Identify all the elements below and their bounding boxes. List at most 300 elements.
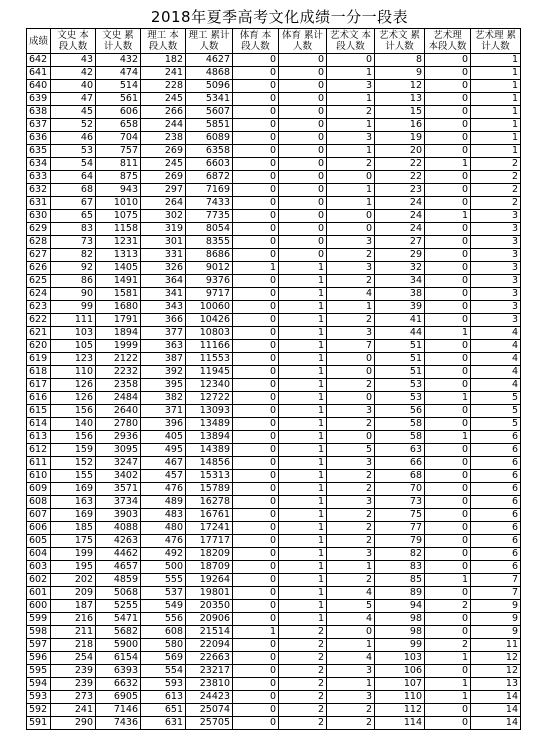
cell-ty_seg: 0 [233, 392, 279, 405]
cell-ysw_seg: 4 [327, 288, 375, 301]
cell-score: 602 [27, 574, 51, 587]
cell-ty_seg: 0 [233, 587, 279, 600]
cell-lg_seg: 556 [141, 613, 186, 626]
cell-lg_seg: 238 [141, 132, 186, 145]
cell-ysw_cum: 38 [375, 288, 425, 301]
cell-lg_cum: 6603 [186, 158, 233, 171]
table-row [27, 275, 521, 288]
cell-lg_seg: 492 [141, 548, 186, 561]
cell-ysl_seg: 0 [425, 561, 471, 574]
cell-ws_cum: 1405 [96, 262, 141, 275]
cell-lg_cum: 10060 [186, 301, 233, 314]
cell-ysw_seg: 0 [327, 431, 375, 444]
cell-ysl_seg: 0 [425, 223, 471, 236]
table-row [27, 301, 521, 314]
cell-lg_cum: 5096 [186, 80, 233, 93]
cell-ysw_seg: 4 [327, 587, 375, 600]
cell-ysw_cum: 77 [375, 522, 425, 535]
cell-ysw_cum: 16 [375, 119, 425, 132]
cell-ysl_seg: 0 [425, 171, 471, 184]
cell-ysl_cum: 2 [471, 171, 521, 184]
cell-ysw_seg: 2 [327, 379, 375, 392]
cell-ty_seg: 0 [233, 379, 279, 392]
cell-ysl_cum: 11 [471, 639, 521, 652]
cell-lg_seg: 244 [141, 119, 186, 132]
cell-lg_cum: 14856 [186, 457, 233, 470]
cell-ws_cum: 811 [96, 158, 141, 171]
cell-lg_seg: 537 [141, 587, 186, 600]
cell-lg_seg: 476 [141, 535, 186, 548]
cell-ysl_seg: 0 [425, 340, 471, 353]
cell-ws_seg: 46 [51, 132, 96, 145]
cell-ty_cum: 1 [279, 275, 327, 288]
cell-score: 629 [27, 223, 51, 236]
cell-lg_cum: 22663 [186, 652, 233, 665]
cell-ty_seg: 0 [233, 327, 279, 340]
cell-ysw_cum: 68 [375, 470, 425, 483]
cell-ty_seg: 0 [233, 535, 279, 548]
cell-ysl_seg: 0 [425, 587, 471, 600]
table-row [27, 678, 521, 691]
cell-ysl_seg: 2 [425, 600, 471, 613]
cell-ty_seg: 0 [233, 405, 279, 418]
cell-ws_seg: 211 [51, 626, 96, 639]
cell-ty_cum: 1 [279, 327, 327, 340]
cell-ty_seg: 0 [233, 80, 279, 93]
cell-ty_seg: 0 [233, 275, 279, 288]
cell-ysw_cum: 107 [375, 678, 425, 691]
cell-ysw_seg: 1 [327, 197, 375, 210]
cell-score: 610 [27, 470, 51, 483]
cell-ws_seg: 140 [51, 418, 96, 431]
cell-lg_cum: 9012 [186, 262, 233, 275]
cell-ysl_seg: 1 [425, 678, 471, 691]
cell-ws_cum: 704 [96, 132, 141, 145]
cell-ty_seg: 0 [233, 236, 279, 249]
cell-ty_cum: 1 [279, 262, 327, 275]
cell-ysw_seg: 2 [327, 717, 375, 730]
cell-lg_cum: 7433 [186, 197, 233, 210]
cell-ysw_seg: 2 [327, 574, 375, 587]
table-row [27, 613, 521, 626]
cell-ty_cum: 1 [279, 288, 327, 301]
cell-ysw_seg: 0 [327, 392, 375, 405]
cell-score: 639 [27, 93, 51, 106]
cell-score: 613 [27, 431, 51, 444]
cell-ws_seg: 110 [51, 366, 96, 379]
cell-ws_seg: 156 [51, 431, 96, 444]
cell-score: 632 [27, 184, 51, 197]
cell-ysl_cum: 9 [471, 626, 521, 639]
cell-ty_cum: 2 [279, 678, 327, 691]
table-row [27, 236, 521, 249]
cell-score: 614 [27, 418, 51, 431]
cell-ty_cum: 1 [279, 366, 327, 379]
cell-ysl_seg: 0 [425, 145, 471, 158]
cell-ws_seg: 155 [51, 470, 96, 483]
cell-ws_cum: 3571 [96, 483, 141, 496]
table-row [27, 665, 521, 678]
cell-score: 597 [27, 639, 51, 652]
cell-ty_seg: 0 [233, 93, 279, 106]
cell-score: 611 [27, 457, 51, 470]
cell-ty_seg: 1 [233, 262, 279, 275]
cell-score: 601 [27, 587, 51, 600]
cell-ws_cum: 2640 [96, 405, 141, 418]
table-row [27, 106, 521, 119]
cell-score: 623 [27, 301, 51, 314]
cell-ysw_seg: 0 [327, 210, 375, 223]
cell-score: 641 [27, 67, 51, 80]
cell-ws_cum: 5471 [96, 613, 141, 626]
cell-lg_seg: 483 [141, 509, 186, 522]
cell-lg_seg: 364 [141, 275, 186, 288]
cell-ysw_seg: 2 [327, 275, 375, 288]
cell-ysl_cum: 6 [471, 496, 521, 509]
cell-ysl_seg: 0 [425, 236, 471, 249]
cell-ty_cum: 1 [279, 522, 327, 535]
cell-ysl_seg: 1 [425, 574, 471, 587]
cell-lg_cum: 8686 [186, 249, 233, 262]
table-row [27, 340, 521, 353]
cell-ysw_cum: 53 [375, 392, 425, 405]
cell-ws_cum: 2358 [96, 379, 141, 392]
cell-lg_cum: 12340 [186, 379, 233, 392]
cell-score: 600 [27, 600, 51, 613]
cell-lg_cum: 7735 [186, 210, 233, 223]
cell-ty_cum: 0 [279, 119, 327, 132]
cell-lg_seg: 467 [141, 457, 186, 470]
cell-ysw_cum: 106 [375, 665, 425, 678]
cell-ty_seg: 0 [233, 600, 279, 613]
cell-lg_cum: 5851 [186, 119, 233, 132]
cell-ws_seg: 187 [51, 600, 96, 613]
cell-ws_cum: 5900 [96, 639, 141, 652]
cell-ws_cum: 606 [96, 106, 141, 119]
cell-ty_cum: 1 [279, 574, 327, 587]
cell-ysw_cum: 20 [375, 145, 425, 158]
cell-ws_seg: 73 [51, 236, 96, 249]
cell-ty_cum: 1 [279, 535, 327, 548]
table-row [27, 639, 521, 652]
cell-ysl_seg: 0 [425, 314, 471, 327]
cell-lg_seg: 319 [141, 223, 186, 236]
cell-ws_cum: 3734 [96, 496, 141, 509]
cell-lg_seg: 457 [141, 470, 186, 483]
cell-ysl_cum: 3 [471, 210, 521, 223]
cell-ws_cum: 3903 [96, 509, 141, 522]
cell-lg_seg: 549 [141, 600, 186, 613]
cell-ws_cum: 3095 [96, 444, 141, 457]
cell-ysw_cum: 110 [375, 691, 425, 704]
cell-ysw_cum: 66 [375, 457, 425, 470]
cell-lg_seg: 500 [141, 561, 186, 574]
cell-lg_cum: 21514 [186, 626, 233, 639]
table-row [27, 444, 521, 457]
cell-ws_cum: 1231 [96, 236, 141, 249]
table-row [27, 392, 521, 405]
cell-ty_cum: 1 [279, 301, 327, 314]
cell-ty_cum: 1 [279, 340, 327, 353]
cell-lg_seg: 580 [141, 639, 186, 652]
cell-ws_seg: 126 [51, 379, 96, 392]
cell-ysw_seg: 1 [327, 301, 375, 314]
cell-ty_cum: 0 [279, 106, 327, 119]
cell-ws_seg: 65 [51, 210, 96, 223]
cell-ysw_seg: 3 [327, 327, 375, 340]
cell-ty_seg: 0 [233, 704, 279, 717]
document-title: 2018年夏季高考文化成绩一分一段表 [150, 8, 409, 26]
cell-ysl_cum: 7 [471, 574, 521, 587]
cell-lg_seg: 392 [141, 366, 186, 379]
cell-ysw_seg: 2 [327, 704, 375, 717]
cell-ysl_cum: 3 [471, 236, 521, 249]
cell-ysl_seg: 0 [425, 522, 471, 535]
column-header-lg_cum: 理工 累计人数 [186, 29, 233, 54]
cell-ysw_seg: 3 [327, 236, 375, 249]
table-row [27, 158, 521, 171]
cell-ws_seg: 86 [51, 275, 96, 288]
cell-ws_cum: 6632 [96, 678, 141, 691]
cell-lg_cum: 5341 [186, 93, 233, 106]
cell-ws_cum: 6905 [96, 691, 141, 704]
cell-ty_cum: 0 [279, 210, 327, 223]
cell-ysl_cum: 9 [471, 613, 521, 626]
cell-ysl_cum: 14 [471, 704, 521, 717]
cell-ws_cum: 561 [96, 93, 141, 106]
cell-ysw_seg: 5 [327, 444, 375, 457]
cell-ysw_seg: 1 [327, 119, 375, 132]
cell-ysw_cum: 24 [375, 197, 425, 210]
table-row [27, 522, 521, 535]
cell-ysl_seg: 0 [425, 379, 471, 392]
cell-ty_seg: 0 [233, 457, 279, 470]
table-row [27, 171, 521, 184]
cell-ysw_cum: 82 [375, 548, 425, 561]
cell-ysl_cum: 3 [471, 223, 521, 236]
cell-score: 599 [27, 613, 51, 626]
cell-lg_cum: 25074 [186, 704, 233, 717]
cell-lg_seg: 269 [141, 171, 186, 184]
table-row [27, 535, 521, 548]
cell-lg_seg: 245 [141, 93, 186, 106]
cell-ysl_cum: 1 [471, 132, 521, 145]
table-row [27, 717, 521, 730]
cell-ty_cum: 1 [279, 457, 327, 470]
cell-ty_seg: 0 [233, 717, 279, 730]
cell-ysw_cum: 70 [375, 483, 425, 496]
cell-ysl_cum: 5 [471, 418, 521, 431]
table-header-row [27, 29, 521, 54]
cell-ysw_cum: 112 [375, 704, 425, 717]
cell-ysw_cum: 99 [375, 639, 425, 652]
cell-score: 612 [27, 444, 51, 457]
cell-ws_seg: 82 [51, 249, 96, 262]
cell-ws_seg: 52 [51, 119, 96, 132]
cell-ysl_cum: 14 [471, 717, 521, 730]
cell-ty_seg: 0 [233, 639, 279, 652]
cell-ysl_cum: 4 [471, 327, 521, 340]
cell-ty_cum: 1 [279, 496, 327, 509]
cell-lg_cum: 19264 [186, 574, 233, 587]
cell-ws_cum: 1680 [96, 301, 141, 314]
cell-ysw_cum: 44 [375, 327, 425, 340]
cell-ysw_seg: 7 [327, 340, 375, 353]
column-header-ysw_cum: 艺术文 累计人数 [375, 29, 425, 54]
cell-lg_cum: 24423 [186, 691, 233, 704]
cell-lg_cum: 17241 [186, 522, 233, 535]
cell-ty_cum: 0 [279, 158, 327, 171]
cell-ysw_cum: 23 [375, 184, 425, 197]
cell-ysw_cum: 12 [375, 80, 425, 93]
cell-ysl_cum: 3 [471, 262, 521, 275]
cell-ty_seg: 0 [233, 353, 279, 366]
cell-lg_seg: 480 [141, 522, 186, 535]
table-row [27, 223, 521, 236]
table-row [27, 119, 521, 132]
cell-ws_cum: 658 [96, 119, 141, 132]
cell-lg_cum: 16761 [186, 509, 233, 522]
cell-ysl_cum: 6 [471, 535, 521, 548]
cell-ysl_cum: 4 [471, 379, 521, 392]
cell-score: 605 [27, 535, 51, 548]
cell-lg_cum: 6358 [186, 145, 233, 158]
cell-ysl_cum: 12 [471, 665, 521, 678]
table-row [27, 54, 521, 67]
cell-ysw_cum: 13 [375, 93, 425, 106]
cell-score: 591 [27, 717, 51, 730]
cell-ty_cum: 0 [279, 184, 327, 197]
cell-ysw_seg: 0 [327, 626, 375, 639]
cell-ysl_cum: 5 [471, 392, 521, 405]
cell-ysw_seg: 3 [327, 262, 375, 275]
cell-ty_seg: 0 [233, 54, 279, 67]
cell-ysl_cum: 3 [471, 249, 521, 262]
cell-ysl_seg: 0 [425, 119, 471, 132]
cell-ty_cum: 1 [279, 470, 327, 483]
column-header-ws_cum: 文史 累计人数 [96, 29, 141, 54]
table-row [27, 288, 521, 301]
cell-ysw_seg: 1 [327, 639, 375, 652]
cell-ysw_seg: 0 [327, 171, 375, 184]
cell-ty_seg: 0 [233, 301, 279, 314]
cell-ty_seg: 0 [233, 613, 279, 626]
cell-ws_cum: 1158 [96, 223, 141, 236]
cell-ws_cum: 2122 [96, 353, 141, 366]
column-header-ysw_seg: 艺术文 本段人数 [327, 29, 375, 54]
cell-ws_seg: 254 [51, 652, 96, 665]
cell-ysl_cum: 6 [471, 483, 521, 496]
cell-ws_seg: 209 [51, 587, 96, 600]
cell-lg_cum: 13489 [186, 418, 233, 431]
cell-score: 622 [27, 314, 51, 327]
cell-ysl_cum: 1 [471, 54, 521, 67]
cell-ysw_seg: 2 [327, 106, 375, 119]
cell-ws_cum: 943 [96, 184, 141, 197]
cell-score: 618 [27, 366, 51, 379]
cell-lg_cum: 23217 [186, 665, 233, 678]
cell-ysl_cum: 6 [471, 522, 521, 535]
cell-ty_seg: 0 [233, 509, 279, 522]
table-row [27, 704, 521, 717]
cell-ysl_cum: 3 [471, 301, 521, 314]
cell-ws_seg: 175 [51, 535, 96, 548]
cell-ws_cum: 2232 [96, 366, 141, 379]
column-header-ws_seg: 文史 本段人数 [51, 29, 96, 54]
cell-ty_seg: 0 [233, 223, 279, 236]
cell-score: 631 [27, 197, 51, 210]
cell-ysw_seg: 4 [327, 613, 375, 626]
table-row [27, 600, 521, 613]
cell-ysl_seg: 0 [425, 275, 471, 288]
cell-ty_seg: 0 [233, 431, 279, 444]
cell-ysw_cum: 51 [375, 340, 425, 353]
cell-lg_cum: 25705 [186, 717, 233, 730]
cell-ysw_seg: 1 [327, 93, 375, 106]
cell-ty_cum: 0 [279, 80, 327, 93]
cell-lg_seg: 405 [141, 431, 186, 444]
cell-lg_seg: 387 [141, 353, 186, 366]
table-row [27, 80, 521, 93]
cell-ty_seg: 0 [233, 548, 279, 561]
table-row [27, 405, 521, 418]
cell-ysw_cum: 22 [375, 158, 425, 171]
table-row [27, 483, 521, 496]
cell-ysw_seg: 4 [327, 652, 375, 665]
cell-ysw_cum: 94 [375, 600, 425, 613]
cell-ws_seg: 47 [51, 93, 96, 106]
cell-ws_seg: 159 [51, 444, 96, 457]
cell-ws_cum: 6393 [96, 665, 141, 678]
cell-ysw_seg: 1 [327, 67, 375, 80]
cell-ysw_cum: 75 [375, 509, 425, 522]
cell-ysl_seg: 0 [425, 717, 471, 730]
cell-score: 640 [27, 80, 51, 93]
cell-ty_cum: 1 [279, 587, 327, 600]
cell-ysw_cum: 58 [375, 418, 425, 431]
cell-ysw_seg: 0 [327, 366, 375, 379]
table-row [27, 496, 521, 509]
cell-ws_seg: 111 [51, 314, 96, 327]
cell-lg_cum: 19801 [186, 587, 233, 600]
cell-ysl_cum: 1 [471, 106, 521, 119]
score-distribution-table [26, 28, 521, 730]
cell-ysw_seg: 3 [327, 132, 375, 145]
cell-ty_seg: 0 [233, 158, 279, 171]
cell-ysl_seg: 0 [425, 184, 471, 197]
cell-lg_seg: 301 [141, 236, 186, 249]
cell-ysl_seg: 2 [425, 639, 471, 652]
cell-lg_cum: 6089 [186, 132, 233, 145]
cell-lg_cum: 4627 [186, 54, 233, 67]
cell-ysl_seg: 0 [425, 613, 471, 626]
cell-lg_cum: 11945 [186, 366, 233, 379]
cell-ysl_seg: 0 [425, 665, 471, 678]
cell-ws_seg: 195 [51, 561, 96, 574]
cell-ysl_seg: 1 [425, 392, 471, 405]
table-row [27, 184, 521, 197]
cell-score: 621 [27, 327, 51, 340]
cell-ty_cum: 0 [279, 236, 327, 249]
cell-ysw_cum: 15 [375, 106, 425, 119]
cell-ty_cum: 1 [279, 444, 327, 457]
table-row [27, 93, 521, 106]
cell-ws_seg: 239 [51, 678, 96, 691]
cell-ws_seg: 83 [51, 223, 96, 236]
cell-ysw_cum: 24 [375, 223, 425, 236]
cell-ysl_cum: 3 [471, 288, 521, 301]
cell-ty_cum: 2 [279, 652, 327, 665]
